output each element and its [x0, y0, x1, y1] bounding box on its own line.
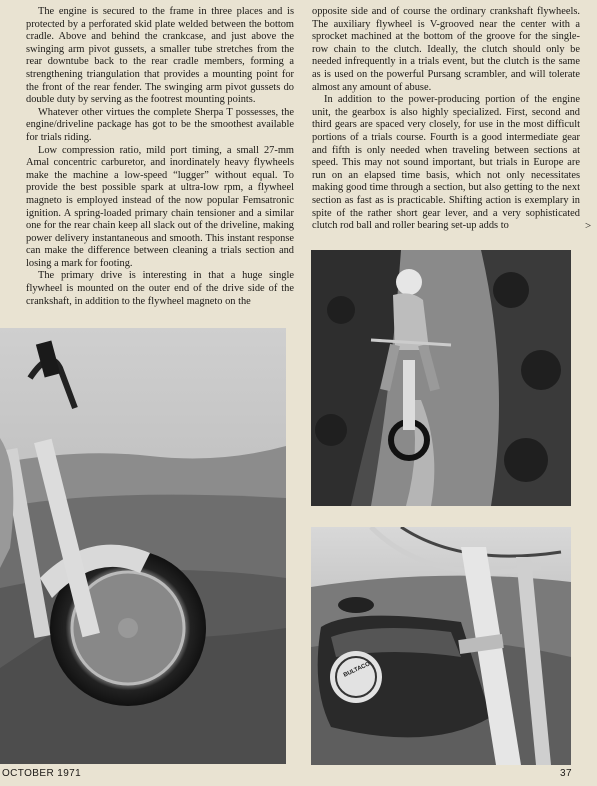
tank-badge-text: BULTACO [342, 661, 372, 679]
paragraph: In addition to the power-producing portion of the engine unit, the gearbox is also highly specialized. First, second and third gears are spaced very closely, for use in the most difficult portions of a trials course. Fourth is a good intermediate gear and fifth is only needed when traveling between sections at speed. This may not sound important, but trials in Europe are run on an elapsed time basis, which not only necessitates making good time through a section, but also getting to the next section as fast as is practicable. Shifting action is exemplary in spite of the rather short gear lever, and a very sophisticated clutch rod ball and roller bearing set-up adds to [312, 94, 580, 232]
article-column-left [26, 6, 294, 308]
photo-rider-descending [311, 250, 571, 506]
footer-issue-date: OCTOBER 1971 [2, 768, 82, 779]
photo-fuel-tank [311, 527, 571, 765]
paragraph: Low compression ratio, mild port timing, a small 27-mm Amal concentric carburetor, and inordinately heavy flywheels make the machine a low-speed “lugger” without equal. To provide the best possible spark at ultra-low rpm, a flywheel magneto is employed instead of the now popular Femsatronic ignition. A spring-loaded primary chain tensioner and a similar one for the rear chain keep all slack out of the driveline, making power delivery instantaneous and smooth. This instant response can make the difference between cleaning a trials section and losing a mark for footing. [26, 144, 294, 269]
continue-arrow: > [585, 220, 592, 232]
paragraph: opposite side and of course the ordinary crankshaft flywheels. The auxiliary flywheel is V-grooved near the center with a sprocket machined at the bottom of the groove for the single-row chain to the clutch. Ideally, the clutch should only be needed infrequently in a trials event, but the clutch is the same as is used on the powerful Pursang scrambler, and will tolerate almost any amount of abuse. [312, 6, 580, 93]
page-number: 37 [560, 768, 572, 779]
photo-motorcycle-front [0, 328, 286, 764]
paragraph: Whatever other virtues the complete Sherpa T possesses, the engine/driveline package has got to be the smoothest available for trials riding. [26, 106, 294, 143]
paragraph: The engine is secured to the frame in three places and is protected by a perforated skid plate welded between the bottom cradle. Above and behind the crankcase, and just above the swinging arm pivot gussets, a smaller tube stretches from the rear downtube back to the rear cradle members, forming a strengthening triangulation that provides a mounting point for the front of the rear fender. The swinging arm pivot gussets do double duty by serving as the footrest mounting points. [26, 6, 294, 106]
article-column-right [312, 6, 580, 233]
paragraph: The primary drive is interesting in that a huge single flywheel is mounted on the outer end of the drive side of the crankshaft, in addition to the flywheel magneto on the [26, 270, 294, 307]
